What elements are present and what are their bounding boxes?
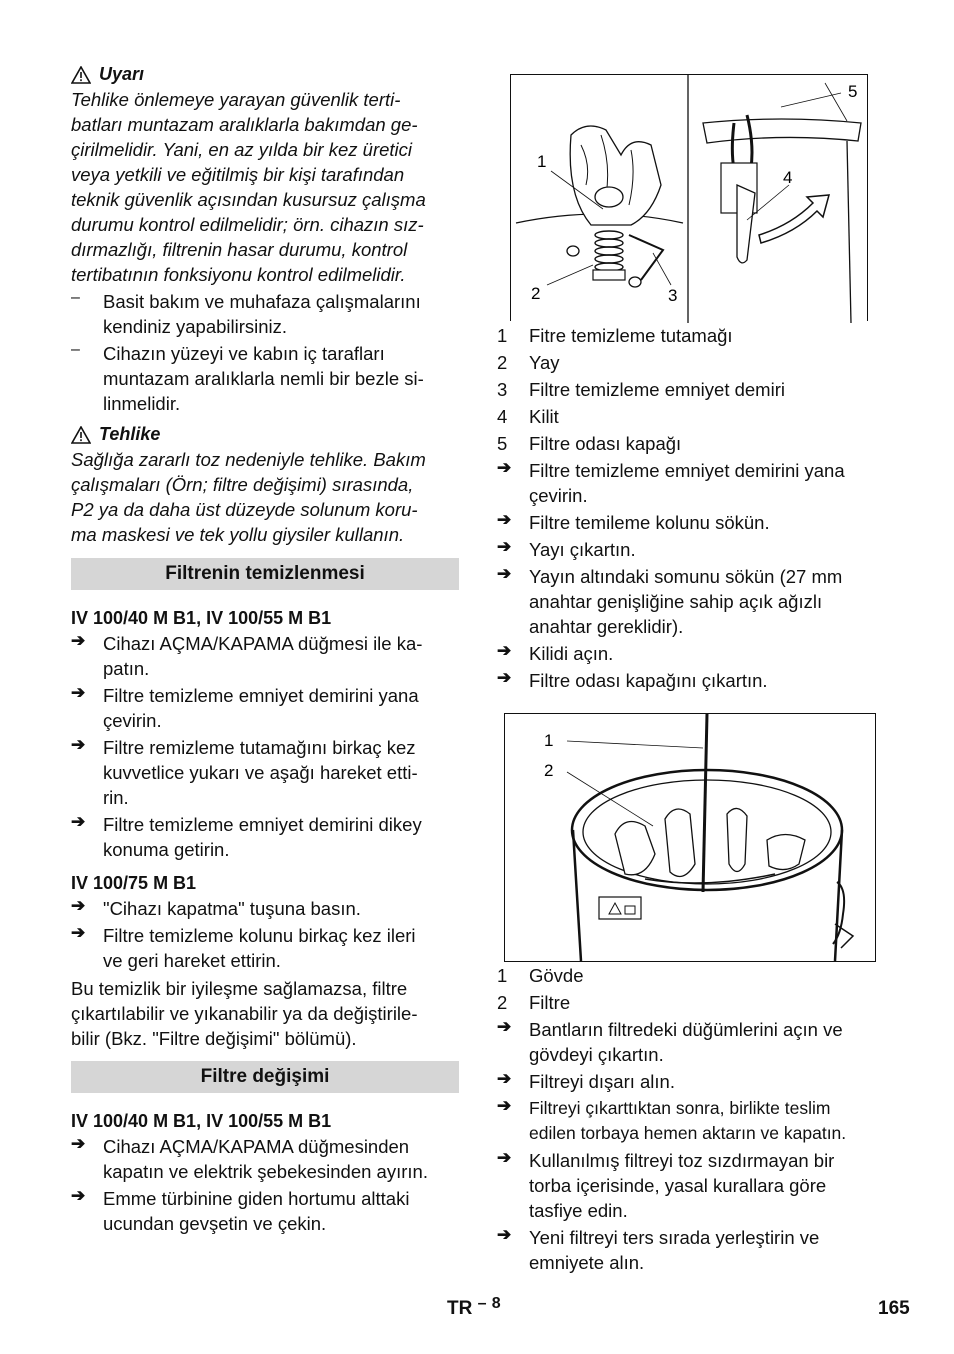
list-item-text: linmelidir. [103,393,181,414]
step-text: gövdeyi çıkartın. [529,1044,664,1065]
arrow-icon: ➔ [497,458,512,477]
legend-text: Filtre [529,992,571,1013]
language-code: TR [447,1298,473,1319]
legend-item [497,323,889,348]
model-heading: IV 100/40 M B1, IV 100/55 M B1 [71,1111,332,1131]
dash-marker: – [71,341,80,358]
warning-text-line: çirilmelidir. Yani, en az yılda bir kez üretici [71,139,413,160]
warning-triangle-icon [71,66,91,84]
step-text: Kullanılmış filtreyi toz sızdırmayan bir [529,1150,835,1171]
step-text: Filtre temizleme emniyet demirini dikey [103,814,422,835]
arrow-icon: ➔ [497,668,512,687]
step-text: Filtreyi çıkarttıktan sonra, birlikte teslim [529,1098,831,1118]
step-item [497,564,889,639]
step-text: edilen torbaya hemen aktarın ve kapatın. [529,1123,847,1143]
note-line: bilir (Bkz. "Filtre değişimi" bölümü). [71,1028,357,1049]
figure-filter-cleaning-mechanism [510,74,868,321]
arrow-icon: ➔ [71,631,86,650]
warning-text-line: tertibatının fonksiyonu kontrol edilmelidir. [71,264,406,285]
legend-number: 2 [497,352,508,373]
step-item [71,896,459,921]
legend-item [497,431,889,456]
filter-mechanism-illustration [511,75,867,323]
warning-block [71,62,459,547]
warning-title: Uyarı [99,64,145,84]
step-text: Filtre temileme kolunu sökün. [529,512,770,533]
step-item [497,1017,889,1067]
arrow-icon: ➔ [497,1017,512,1036]
step-text: rin. [103,787,129,808]
list-item [71,289,459,339]
legend-text: Yay [529,352,560,373]
step-text: Filtre temizleme emniyet demirini yana [529,460,845,481]
warning-text-line: Tehlike önlemeye yarayan güvenlik terti- [71,89,401,110]
legend-item [497,404,889,429]
list-item-text: Basit bakım ve muhafaza çalışmalarını [103,291,421,312]
step-item [497,1148,889,1223]
arrow-icon: ➔ [71,1134,86,1153]
callout-4: 4 [783,168,793,187]
note-paragraph [71,976,459,1051]
step-text: patın. [103,658,150,679]
step-text: Kilidi açın. [529,643,614,664]
warning-text-line: durumu kontrol edilmelidir; örn. cihazın sız- [71,214,424,235]
danger-text-line: P2 ya da daha üst düzeyde solunum koru- [71,499,418,520]
step-text: Bantların filtredeki düğümlerini açın ve [529,1019,843,1040]
step-text: konuma getirin. [103,839,230,860]
danger-text-line: çalışmaları (Örn; filtre değişimi) sırasında, [71,474,414,495]
arrow-icon: ➔ [497,537,512,556]
callout-2: 2 [531,284,541,303]
step-item [497,668,889,693]
step-text: anahtar gereklidir). [529,616,684,637]
danger-text-line: Sağlığa zararlı toz nedeniyle tehlike. Bakım [71,449,426,470]
step-item [497,1096,889,1146]
legend-number: 5 [497,433,508,454]
step-item [71,735,459,810]
step-item [71,812,459,862]
filter-container-illustration [505,714,875,961]
step-text: kapatın ve elektrik şebekesinden ayırın. [103,1161,428,1182]
danger-text-line: ma maskesi ve tek yollu giysiler kullanın. [71,524,405,545]
callout-5: 5 [848,82,858,101]
step-text: çevirin. [103,710,162,731]
warning-text-line: veya yetkili ve eğitilmiş bir kişi tarafından [71,164,405,185]
section-filter-cleaning [71,558,459,1051]
arrow-icon: ➔ [497,1148,512,1167]
step-item [71,1186,459,1236]
step-item [71,923,459,973]
arrow-icon: ➔ [71,1186,86,1205]
step-item [497,510,889,535]
arrow-icon: ➔ [71,923,86,942]
step-item [497,1069,889,1094]
page-number: 165 [878,1298,910,1319]
arrow-icon: ➔ [497,1096,512,1115]
figure-filter-container [504,713,876,962]
legend-number: 3 [497,379,508,400]
step-text: anahtar genişliğine sahip açık ağızlı [529,591,823,612]
section-filter-replacement [71,1061,459,1236]
warning-text-line: batları muntazam aralıklarla bakımdan ge- [71,114,418,135]
step-text: tasfiye edin. [529,1200,628,1221]
arrow-icon: ➔ [497,641,512,660]
list-item-text: muntazam aralıklarla nemli bir bezle si- [103,368,424,389]
legend-item [497,963,889,988]
legend-text: Kilit [529,406,559,427]
step-text: emniyete alın. [529,1252,645,1273]
right-column-upper [497,323,889,693]
step-text: Cihazı AÇMA/KAPAMA düğmesinden [103,1136,410,1157]
legend-text: Fitre temizleme tutamağı [529,325,733,346]
step-text: Filtre remizleme tutamağını birkaç kez [103,737,416,758]
step-text: kuvvetlice yukarı ve aşağı hareket etti- [103,762,418,783]
step-text: Yayın altındaki somunu sökün (27 mm [529,566,843,587]
step-item [497,458,889,508]
legend-item [497,990,889,1015]
legend-item [497,377,889,402]
list-item-text: Cihazın yüzeyi ve kabın iç tarafları [103,343,385,364]
step-text: ve geri hareket ettirin. [103,950,281,971]
callout-2: 2 [544,761,554,780]
arrow-icon: ➔ [497,1225,512,1244]
danger-title: Tehlike [99,424,161,444]
step-item [497,641,889,666]
legend-text: Filtre odası kapağı [529,433,682,454]
warning-text-line: teknik güvenlik açısından kusursuz çalışma [71,189,426,210]
legend-text: Gövde [529,965,584,986]
step-text: Filtreyi dışarı alın. [529,1071,675,1092]
step-text: Filtre temizleme emniyet demirini yana [103,685,419,706]
warning-triangle-icon [71,426,91,444]
warning-text-line: dırmazlığı, filtrenin hasar durumu, kontrol [71,239,408,260]
section-page-number: 8 [491,1295,501,1312]
step-item [497,1225,889,1275]
arrow-icon: ➔ [71,683,86,702]
callout-3: 3 [668,286,678,305]
step-text: çevirin. [529,485,588,506]
step-item [71,1134,459,1184]
warning-heading [71,62,459,87]
footer-dash: – [477,1295,487,1312]
note-line: Bu temizlik bir iyileşme sağlamazsa, filtre [71,978,408,999]
arrow-icon: ➔ [497,1069,512,1088]
callout-1: 1 [544,731,554,750]
model-heading: IV 100/75 M B1 [71,873,197,893]
step-text: Filtre temizleme kolunu birkaç kez ileri [103,925,416,946]
step-text: torba içerisinde, yasal kurallara göre [529,1175,827,1196]
note-line: çıkartılabilir ve yıkanabilir ya da değiştirile- [71,1003,418,1024]
list-item [71,341,459,416]
danger-heading [71,422,459,447]
legend-number: 4 [497,406,508,427]
legend-number: 2 [497,992,508,1013]
legend-text: Filtre temizleme emniyet demiri [529,379,785,400]
step-text: Yayı çıkartın. [529,539,636,560]
legend-number: 1 [497,325,508,346]
step-text: Cihazı AÇMA/KAPAMA düğmesi ile ka- [103,633,423,654]
step-text: Emme türbinine giden hortumu alttaki [103,1188,410,1209]
callout-1: 1 [537,152,547,171]
legend-number: 1 [497,965,508,986]
arrow-icon: ➔ [497,564,512,583]
section-heading: Filtrenin temizlenmesi [71,558,459,590]
step-item [71,631,459,681]
dash-marker: – [71,289,80,306]
arrow-icon: ➔ [71,812,86,831]
list-item-text: kendiniz yapabilirsiniz. [103,316,288,337]
arrow-icon: ➔ [71,735,86,754]
arrow-icon: ➔ [497,510,512,529]
step-text: Filtre odası kapağını çıkartın. [529,670,768,691]
step-text: ucundan gevşetin ve çekin. [103,1213,327,1234]
model-heading: IV 100/40 M B1, IV 100/55 M B1 [71,608,332,628]
step-item [497,537,889,562]
right-column-lower [497,963,889,1275]
step-text: Yeni filtreyi ters sırada yerleştirin ve [529,1227,820,1248]
legend-item [497,350,889,375]
arrow-icon: ➔ [71,896,86,915]
section-heading: Filtre değişimi [71,1061,459,1093]
footer-section-code [447,1295,501,1320]
step-item [71,683,459,733]
step-text: "Cihazı kapatma" tuşuna basın. [103,898,361,919]
